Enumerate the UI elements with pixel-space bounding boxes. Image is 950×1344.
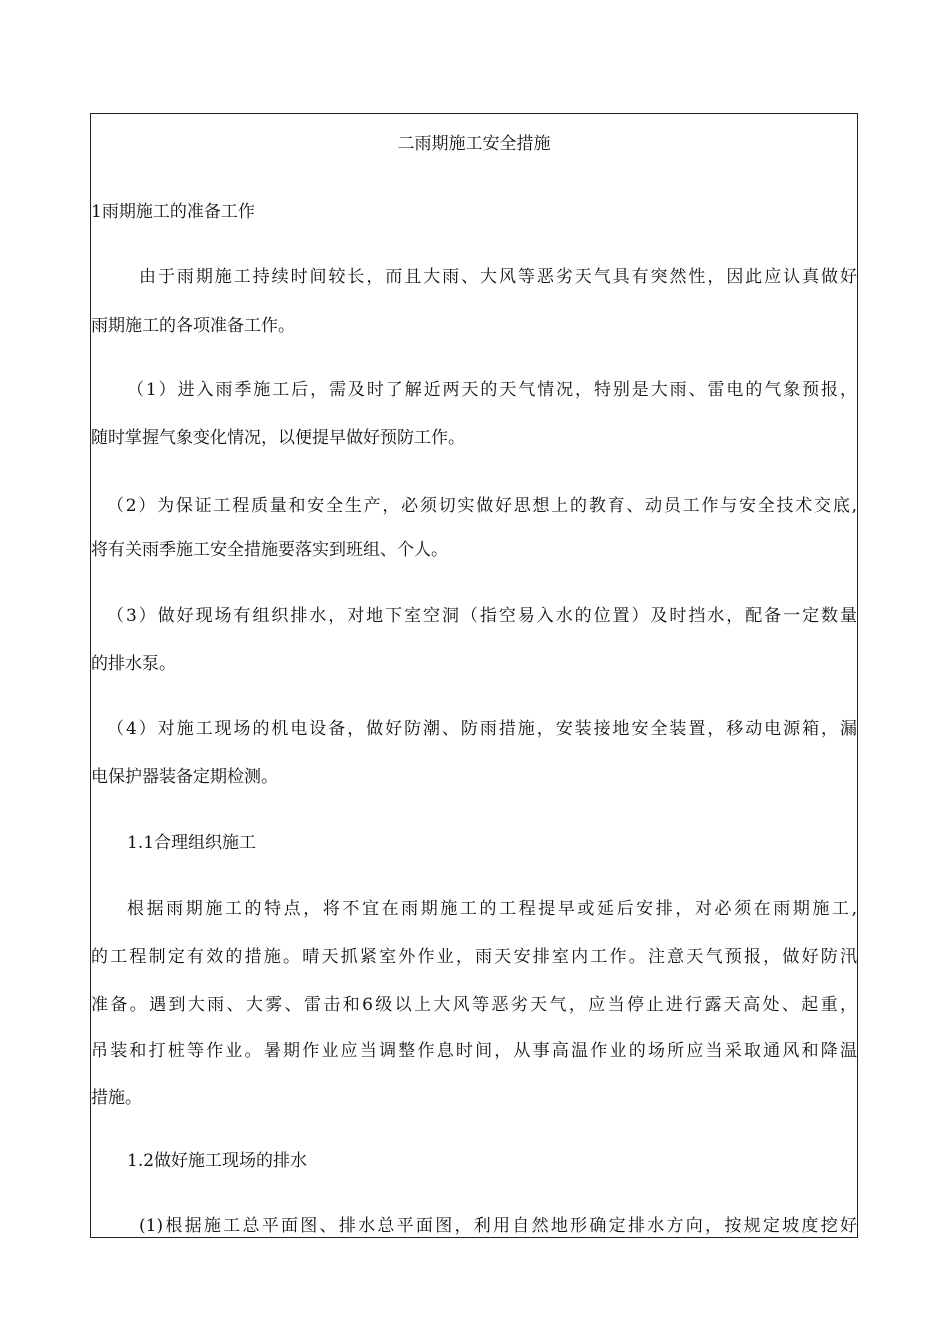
- paragraph-line: （1）进入雨季施工后，需及时了解近两天的天气情况，特别是大雨、雷电的气象预报，: [127, 380, 857, 400]
- section-heading-1-1: 1.1合理组织施工: [127, 833, 257, 853]
- paragraph-line: （2）为保证工程质量和安全生产，必须切实做好思想上的教育、动员工作与安全技术交底,: [107, 496, 857, 516]
- paragraph-line: 措施。: [91, 1088, 142, 1108]
- paragraph-line: （4）对施工现场的机电设备，做好防潮、防雨措施，安装接地安全装置，移动电源箱，漏: [107, 719, 857, 739]
- paragraph-line: 的工程制定有效的措施。晴天抓紧室外作业，雨天安排室内工作。注意天气预报，做好防汛: [91, 947, 857, 967]
- paragraph-line: 将有关雨季施工安全措施要落实到班组、个人。: [91, 540, 448, 560]
- paragraph-line: 的排水泵。: [91, 654, 176, 674]
- paragraph-line: 电保护器装备定期检测。: [91, 767, 278, 787]
- paragraph-line: 雨期施工的各项准备工作。: [91, 316, 295, 336]
- paragraph-line: 由于雨期施工持续时间较长，而且大雨、大风等恶劣天气具有突然性，因此应认真做好: [139, 267, 857, 287]
- paragraph-line: 随时掌握气象变化情况，以便提早做好预防工作。: [91, 428, 465, 448]
- document-frame: [90, 113, 858, 1238]
- paragraph-line: （3）做好现场有组织排水，对地下室空洞（指空易入水的位置）及时挡水，配备一定数量: [107, 606, 857, 626]
- paragraph-line: 准备。遇到大雨、大雾、雷击和6级以上大风等恶劣天气，应当停止进行露天高处、起重，: [91, 995, 857, 1015]
- document-title: 二雨期施工安全措施: [397, 134, 551, 154]
- paragraph-line: (1)根据施工总平面图、排水总平面图，利用自然地形确定排水方向，按规定坡度挖好: [139, 1216, 857, 1236]
- section-heading-1: 1雨期施工的准备工作: [91, 202, 255, 222]
- section-heading-1-2: 1.2做好施工现场的排水: [127, 1151, 308, 1171]
- paragraph-line: 吊装和打桩等作业。暑期作业应当调整作息时间，从事高温作业的场所应当采取通风和降温: [91, 1041, 857, 1061]
- paragraph-line: 根据雨期施工的特点，将不宜在雨期施工的工程提早或延后安排，对必须在雨期施工,: [127, 899, 857, 919]
